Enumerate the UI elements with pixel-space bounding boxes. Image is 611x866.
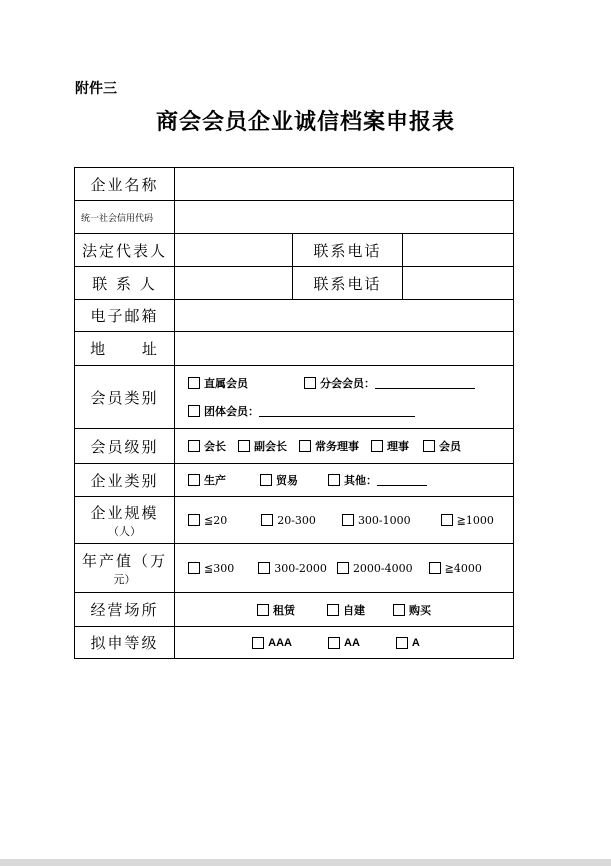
checkbox[interactable] bbox=[371, 440, 383, 452]
member-type-direct[interactable]: 直属会员 bbox=[188, 375, 248, 391]
contact-phone-label-2: 联系电话 bbox=[293, 267, 403, 300]
contact-phone-label-1: 联系电话 bbox=[293, 234, 403, 267]
company-name-field[interactable] bbox=[175, 168, 514, 201]
type-production[interactable]: 生产 bbox=[188, 472, 226, 488]
level-director[interactable]: 理事 bbox=[371, 438, 409, 454]
checkbox[interactable] bbox=[393, 604, 405, 616]
member-level-options bbox=[175, 429, 514, 464]
legal-rep-label: 法定代表人 bbox=[75, 234, 175, 267]
type-trade[interactable]: 贸易 bbox=[260, 472, 298, 488]
other-type-line[interactable] bbox=[377, 474, 427, 486]
contact-person-field[interactable] bbox=[175, 267, 293, 300]
attachment-label: 附件三 bbox=[75, 81, 117, 97]
checkbox[interactable] bbox=[423, 440, 435, 452]
address-field[interactable] bbox=[175, 332, 514, 366]
checkbox[interactable] bbox=[238, 440, 250, 452]
output-option-3[interactable]: 2000-4000 bbox=[337, 562, 413, 575]
checkbox[interactable] bbox=[188, 405, 200, 417]
checkbox[interactable] bbox=[429, 562, 441, 574]
checkbox[interactable] bbox=[342, 514, 354, 526]
annual-output-label: 年产值（万 元） bbox=[75, 544, 175, 593]
checkbox[interactable] bbox=[304, 377, 316, 389]
checkbox[interactable] bbox=[188, 377, 200, 389]
checkbox[interactable] bbox=[257, 604, 269, 616]
level-vice-president[interactable]: 副会长 bbox=[238, 438, 287, 454]
company-scale-options bbox=[175, 497, 514, 544]
checkbox[interactable] bbox=[327, 604, 339, 616]
premises-label: 经营场所 bbox=[75, 593, 175, 627]
checkbox[interactable] bbox=[396, 637, 408, 649]
level-president[interactable]: 会长 bbox=[188, 438, 226, 454]
checkbox[interactable] bbox=[441, 514, 453, 526]
checkbox[interactable] bbox=[258, 562, 270, 574]
scale-option-1[interactable]: ≦20 bbox=[188, 514, 227, 527]
grade-aa[interactable]: AA bbox=[328, 637, 360, 649]
checkbox[interactable] bbox=[328, 637, 340, 649]
credit-code-field[interactable] bbox=[175, 201, 514, 234]
grade-options bbox=[175, 627, 514, 659]
output-option-2[interactable]: 300-2000 bbox=[258, 562, 327, 575]
output-option-4[interactable]: ≧4000 bbox=[429, 562, 482, 575]
grade-aaa[interactable]: AAA bbox=[252, 637, 292, 649]
checkbox[interactable] bbox=[261, 514, 273, 526]
address-label: 地 址 bbox=[75, 332, 175, 366]
premises-self-built[interactable]: 自建 bbox=[327, 602, 365, 618]
email-label: 电子邮箱 bbox=[75, 300, 175, 332]
grade-label: 拟申等级 bbox=[75, 627, 175, 659]
scale-option-3[interactable]: 300-1000 bbox=[342, 514, 411, 527]
checkbox[interactable] bbox=[252, 637, 264, 649]
checkbox[interactable] bbox=[328, 474, 340, 486]
premises-options bbox=[175, 593, 514, 627]
page-title: 商会会员企业诚信档案申报表 bbox=[155, 109, 455, 135]
company-name-label: 企业名称 bbox=[75, 168, 175, 201]
member-type-group[interactable]: 团体会员： bbox=[188, 403, 415, 419]
contact-person-label: 联 系 人 bbox=[75, 267, 175, 300]
type-other[interactable]: 其他： bbox=[328, 472, 427, 488]
application-form-table bbox=[74, 167, 514, 659]
checkbox[interactable] bbox=[337, 562, 349, 574]
scale-option-2[interactable]: 20-300 bbox=[261, 514, 316, 527]
member-type-label: 会员类别 bbox=[75, 366, 175, 429]
company-scale-label: 企业规模 （人） bbox=[75, 497, 175, 544]
scale-option-4[interactable]: ≧1000 bbox=[441, 514, 494, 527]
output-option-1[interactable]: ≦300 bbox=[188, 562, 234, 575]
checkbox[interactable] bbox=[260, 474, 272, 486]
credit-code-label: 统一社会信用代码 bbox=[75, 201, 175, 234]
annual-output-options bbox=[175, 544, 514, 593]
checkbox[interactable] bbox=[188, 562, 200, 574]
group-name-line[interactable] bbox=[259, 405, 415, 417]
premises-purchase[interactable]: 购买 bbox=[393, 602, 431, 618]
company-type-label: 企业类别 bbox=[75, 464, 175, 497]
page-bottom-edge bbox=[0, 859, 611, 866]
contact-phone-field-1[interactable] bbox=[403, 234, 514, 267]
checkbox[interactable] bbox=[299, 440, 311, 452]
checkbox[interactable] bbox=[188, 514, 200, 526]
contact-phone-field-2[interactable] bbox=[403, 267, 514, 300]
premises-rent[interactable]: 租赁 bbox=[257, 602, 295, 618]
member-type-options bbox=[175, 366, 514, 429]
branch-name-line[interactable] bbox=[375, 377, 475, 389]
level-executive-director[interactable]: 常务理事 bbox=[299, 438, 359, 454]
member-type-branch[interactable]: 分会会员： bbox=[304, 375, 475, 391]
checkbox[interactable] bbox=[188, 474, 200, 486]
company-type-options bbox=[175, 464, 514, 497]
checkbox[interactable] bbox=[188, 440, 200, 452]
level-member[interactable]: 会员 bbox=[423, 438, 461, 454]
grade-a[interactable]: A bbox=[396, 637, 420, 649]
email-field[interactable] bbox=[175, 300, 514, 332]
legal-rep-field[interactable] bbox=[175, 234, 293, 267]
member-level-label: 会员级别 bbox=[75, 429, 175, 464]
